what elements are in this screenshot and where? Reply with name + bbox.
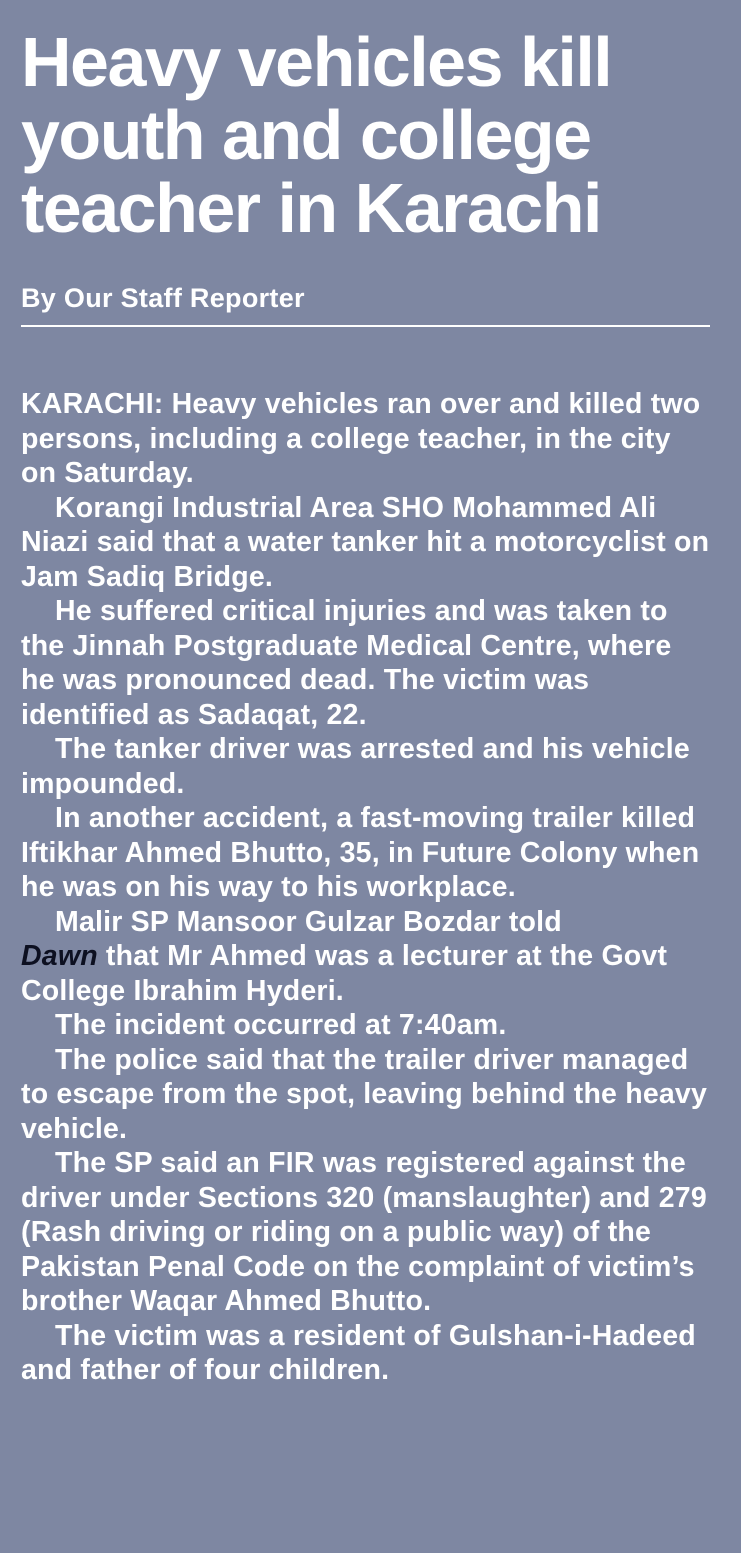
- article-paragraph-dawn: [21, 905, 713, 1009]
- paragraph-text: that Mr Ahmed was a lecturer at the Govt College Ibrahim Hyderi.: [21, 940, 668, 1007]
- article-paragraph: The victim was a resident of Gulshan-i-Hadeed and father of four children.: [21, 1319, 696, 1386]
- headline-line: Heavy vehicles kill: [21, 23, 612, 101]
- headline-line: teacher in Karachi: [21, 169, 601, 247]
- article-paragraph: He suffered critical injuries and was taken to the Jinnah Postgraduate Medical Centre, where he was pronounced dead. The victim was identified as Sadaqat, 22.: [21, 595, 672, 731]
- paragraph-text: Malir SP Mansoor Gulzar Bozdar told: [55, 905, 562, 938]
- article-paragraph: The tanker driver was arrested and his vehicle impounded.: [21, 733, 690, 800]
- headline: [21, 23, 713, 247]
- article-paragraph: The SP said an FIR was registered against the driver under Sections 320 (manslaughter) and 279 (Rash driving or riding on a public way) of the Pakistan Penal Code on the complaint of victim’s brother Waqar Ahmed Bhutto.: [21, 1147, 707, 1317]
- article-paragraph: Korangi Industrial Area SHO Mohammed Ali Niazi said that a water tanker hit a motorcyclist on Jam Sadiq Bridge.: [21, 491, 710, 593]
- article-paragraph: The police said that the trailer driver managed to escape from the spot, leaving behind the heavy vehicle.: [21, 1043, 708, 1145]
- publication-name: Dawn: [21, 940, 98, 972]
- article-paragraph: In another accident, a fast-moving trailer killed Iftikhar Ahmed Bhutto, 35, in Future Colony when he was on his way to his workplace.: [21, 802, 700, 903]
- headline-line: youth and college: [21, 96, 591, 174]
- article-paragraph: The incident occurred at 7:40am.: [55, 1009, 507, 1041]
- article-paragraph: KARACHI: Heavy vehicles ran over and killed two persons, including a college teacher, in the city on Saturday.: [21, 388, 701, 489]
- article-body: [21, 387, 713, 1388]
- byline: By Our Staff Reporter: [21, 283, 305, 313]
- byline-divider: [21, 325, 710, 327]
